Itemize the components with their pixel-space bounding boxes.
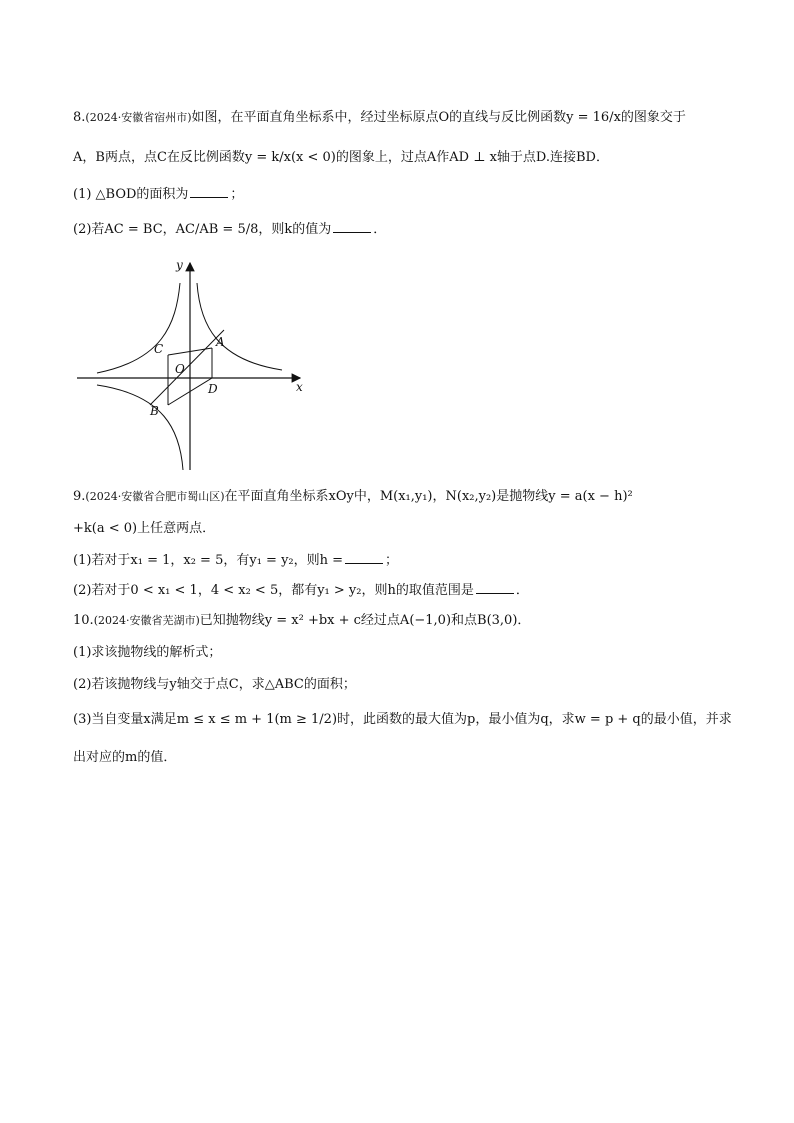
problem-9-number: 9.: [73, 489, 86, 504]
problem-10-part-1: [73, 643, 221, 663]
problem-8-line-1: [73, 108, 686, 128]
problem-10-part-3: [73, 710, 732, 730]
origin-label: O: [175, 362, 185, 376]
problem-8-part-2: [73, 220, 386, 240]
problem-10-part-2-text: (2)若该抛物线与y轴交于点C，求△ABC的面积；: [73, 677, 356, 692]
problem-8-line-2: [73, 148, 609, 168]
answer-blank: [345, 551, 383, 564]
problem-10-text-1: 已知抛物线y = x² +bx + c经过点A(−1,0)和点B(3,0)．: [199, 613, 531, 628]
problem-10-part-2: [73, 675, 356, 695]
problem-9-text-1: 在平面直角坐标系xOy中，M(x₁,y₁)，N(x₂,y₂)是抛物线y = a(x − h)²: [224, 489, 633, 504]
problem-10-part-3-cont: [73, 748, 176, 768]
problem-8-part-2-text: (2)若AC = BC，AC/AB = 5/8，则k的值为: [73, 222, 332, 237]
x-axis-label: x: [296, 380, 303, 394]
point-b-label: B: [150, 404, 159, 418]
problem-8-part-1-end: ；: [230, 187, 244, 202]
problem-8-part-1: [73, 185, 243, 205]
problem-8-number: 8.: [73, 110, 86, 125]
problem-8-source: (2024·安徽省宿州市): [85, 111, 192, 124]
point-c-label: C: [154, 342, 164, 356]
problem-9-line-2: [73, 519, 215, 539]
problem-9-line-1: [73, 487, 633, 507]
problem-10-part-3-text: (3)当自变量x满足m ≤ x ≤ m + 1(m ≥ 1/2)时，此函数的最大值为p，最小值为q，求w = p + q的最小值，并求: [73, 712, 732, 727]
problem-10-number: 10.: [73, 613, 94, 628]
problem-9-part-2-text: (2)若对于0 < x₁ < 1，4 < x₂ < 5，都有y₁ > y₂，则h的取值范围是: [73, 583, 474, 598]
problem-9-source: (2024·安徽省合肥市蜀山区): [85, 490, 225, 503]
answer-blank: [333, 220, 371, 233]
problem-9-text-2: +k(a < 0)上任意两点．: [73, 521, 216, 536]
problem-10-source: (2024·安徽省芜湖市): [93, 614, 200, 627]
problem-10-part-1-text: (1)求该抛物线的解析式；: [73, 645, 222, 660]
problem-8-text-1: 如图，在平面直角坐标系中，经过坐标原点O的直线与反比例函数y = 16/x的图象交于: [191, 110, 686, 125]
answer-blank: [190, 185, 228, 198]
problem-8-part-1-text: (1) △BOD的面积为: [73, 187, 189, 202]
answer-blank: [476, 581, 514, 594]
problem-9-part-2-end: ．: [515, 583, 529, 598]
hyperbola-branch-q3: [97, 385, 183, 470]
problem-9-part-1: [73, 551, 398, 571]
problem-9-part-1-text: (1)若对于x₁ = 1，x₂ = 5，有y₁ = y₂，则h =: [73, 553, 344, 568]
coordinate-figure: [72, 255, 312, 475]
point-a-label: A: [216, 335, 225, 349]
problem-8-part-2-end: ．: [373, 222, 387, 237]
y-axis-label: y: [176, 258, 183, 272]
problem-9-part-2: [73, 581, 529, 601]
hyperbola-branch-q1: [197, 283, 282, 370]
problem-8-text-2: A，B两点，点C在反比例函数y = k/x(x < 0)的图象上，过点A作AD ⊥ x轴于点D.连接BD．: [73, 150, 609, 165]
point-d-label: D: [208, 382, 218, 396]
problem-10-line-1: [73, 611, 530, 631]
problem-10-part-3-text-cont: 出对应的m的值．: [73, 750, 177, 765]
problem-9-part-1-end: ；: [385, 553, 399, 568]
